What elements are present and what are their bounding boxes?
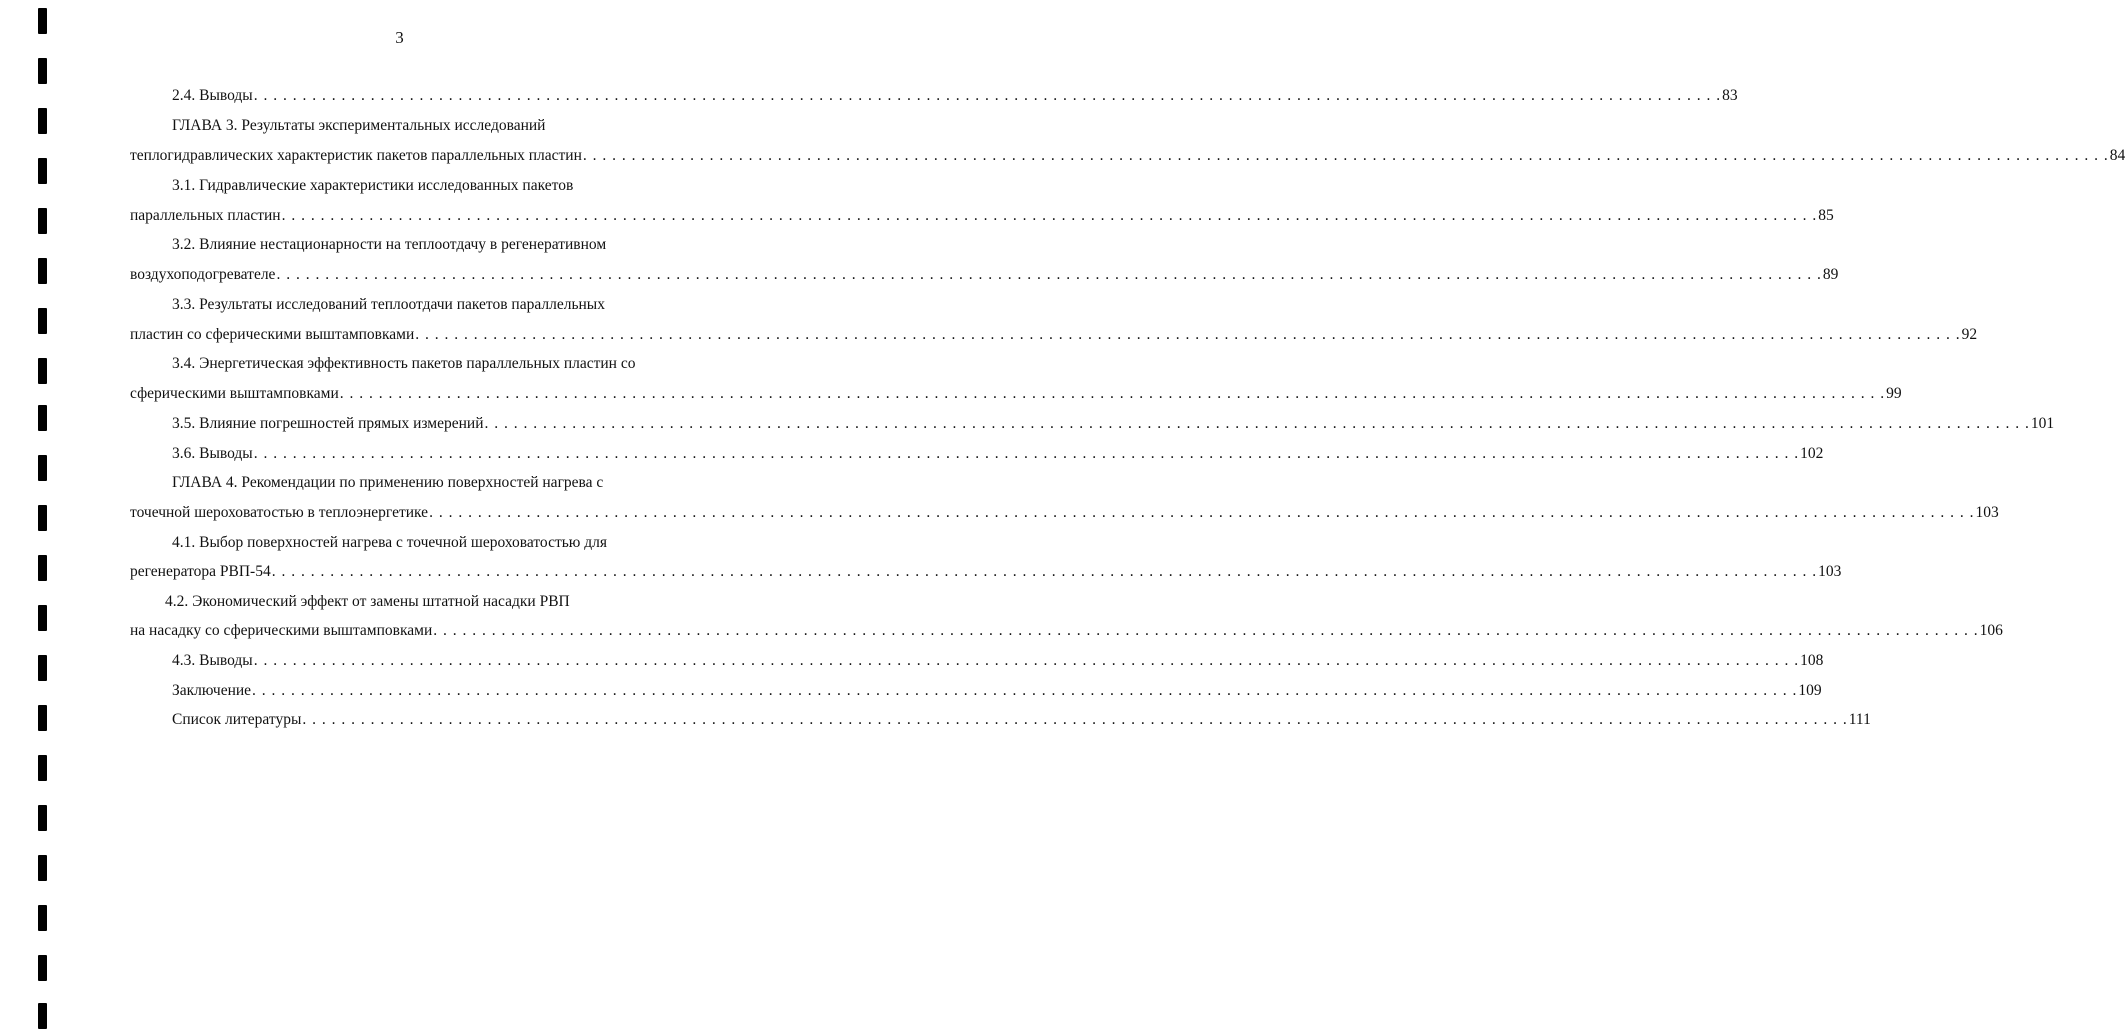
toc-entry-text: Заключение [172,682,252,699]
binder-mark [38,955,47,981]
toc-entry-text: 3.6. Выводы [172,445,253,462]
toc-entry-text: 3.5. Влияние погрешностей прямых измерений [172,415,484,432]
toc-entry-page: 109 [1798,682,1822,699]
toc-entry [130,146,2125,166]
toc-entry [172,473,603,493]
toc-entry [130,384,1902,404]
binder-mark [38,405,47,431]
toc-entry-text: воздухоподогревателе [130,266,276,283]
toc-entry-page: 106 [1979,622,2003,639]
toc-entry-text: 4.3. Выводы [172,652,253,669]
toc-entry [172,681,1822,701]
toc-entry-text: 3.3. Результаты исследований теплоотдачи пакетов параллельных [172,296,605,313]
toc-entry-text: теплогидравлических характеристик пакетов параллельных пластин [130,147,582,164]
toc-entry [165,592,570,612]
toc-entry [130,265,1839,285]
dot-leader: . . . . . . . . . . . . . . . . . . . . . . . . . . . . . . . . . . . . . . . . . . . . . . . . . . . . . . . . . . . . . . . . . . . . . . . . . . . . . . . . . . . . . . . . . . . . . . . . . . . . . . . . . . . . . . . . . . . . . . . . . . . . . . . . . . . . . . . . . . . . . . . . . . . . . . . . . . . . . . . [339,385,1886,402]
dot-leader: . . . . . . . . . . . . . . . . . . . . . . . . . . . . . . . . . . . . . . . . . . . . . . . . . . . . . . . . . . . . . . . . . . . . . . . . . . . . . . . . . . . . . . . . . . . . . . . . . . . . . . . . . . . . . . . . . . . . . . . . . . . . . . . . . . . . . . . . . . . . . . . . . . . . . . . . . . . . . [582,147,2109,164]
binder-mark [38,905,47,931]
dot-leader: . . . . . . . . . . . . . . . . . . . . . . . . . . . . . . . . . . . . . . . . . . . . . . . . . . . . . . . . . . . . . . . . . . . . . . . . . . . . . . . . . . . . . . . . . . . . . . . . . . . . . . . . . . . . . . . . . . . . . . . . . . . . . . . . . . . . . . . . . . . . . . . . . . . . . . . . . . . . . . . [253,445,1800,462]
toc-entry-page: 83 [1722,87,1738,104]
binder-mark [38,655,47,681]
toc-entry [172,414,2055,434]
page-number: 3 [395,28,404,47]
toc-entry-text: 3.4. Энергетическая эффективность пакетов параллельных пластин со [172,355,636,372]
dot-leader: . . . . . . . . . . . . . . . . . . . . . . . . . . . . . . . . . . . . . . . . . . . . . . . . . . . . . . . . . . . . . . . . . . . . . . . . . . . . . . . . . . . . . . . . . . . . . . . . . . . . . . . . . . . . . . . . . . . . . . . . . . . . . . . . . . . . . . . . . . . . . . . . . . . . . . . [253,87,1722,104]
toc-entry-text: ГЛАВА 3. Результаты экспериментальных исследований [172,117,546,134]
toc-entry-page: 84 [2109,147,2125,164]
toc-entry-page: 111 [1848,711,1871,728]
toc-entry-page: 89 [1822,266,1839,283]
dot-leader: . . . . . . . . . . . . . . . . . . . . . . . . . . . . . . . . . . . . . . . . . . . . . . . . . . . . . . . . . . . . . . . . . . . . . . . . . . . . . . . . . . . . . . . . . . . . . . . . . . . . . . . . . . . . . . . . . . . . . . . . . . . . . . . . . . . . . . . . . . . . . . . . . . . . . . . . . . . . . . [281,207,1818,224]
toc-entry [130,562,1842,582]
toc-entry-text: Список литературы [172,711,302,728]
toc-entry [172,354,635,374]
dot-leader: . . . . . . . . . . . . . . . . . . . . . . . . . . . . . . . . . . . . . . . . . . . . . . . . . . . . . . . . . . . . . . . . . . . . . . . . . . . . . . . . . . . . . . . . . . . . . . . . . . . . . . . . . . . . . . . . . . . . . . . . . . . . . . . . . . . . . . . . . . . . . . . . . . . . . . . . . . . . . . . [415,326,1961,343]
dot-leader: . . . . . . . . . . . . . . . . . . . . . . . . . . . . . . . . . . . . . . . . . . . . . . . . . . . . . . . . . . . . . . . . . . . . . . . . . . . . . . . . . . . . . . . . . . . . . . . . . . . . . . . . . . . . . . . . . . . . . . . . . . . . . . . . . . . . . . . . . . . . . . . . . . . . . . . . . . . . . . . [276,266,1822,283]
toc-entry-page: 92 [1961,326,1978,343]
toc-entry-text: 4.1. Выбор поверхностей нагрева с точечной шероховатостью для [172,534,607,551]
toc-entry-page: 99 [1886,385,1902,402]
dot-leader: . . . . . . . . . . . . . . . . . . . . . . . . . . . . . . . . . . . . . . . . . . . . . . . . . . . . . . . . . . . . . . . . . . . . . . . . . . . . . . . . . . . . . . . . . . . . . . . . . . . . . . . . . . . . . . . . . . . . . . . . . . . . . . . . . . . . . . . . . . . . . . . . . . . . . . . . . . . . . . . [429,504,1975,521]
binder-mark [38,755,47,781]
dot-leader: . . . . . . . . . . . . . . . . . . . . . . . . . . . . . . . . . . . . . . . . . . . . . . . . . . . . . . . . . . . . . . . . . . . . . . . . . . . . . . . . . . . . . . . . . . . . . . . . . . . . . . . . . . . . . . . . . . . . . . . . . . . . . . . . . . . . . . . . . . . . . . . . . . . . . . . . . . . . . . . [302,711,1848,728]
toc-entry-text: пластин со сферическими выштамповками [130,326,415,343]
binder-mark [38,308,47,334]
toc-entry-page: 103 [1975,504,1999,521]
toc-entry [172,533,607,553]
toc-entry-text: на насадку со сферическими выштамповками [130,622,433,639]
toc-entry-text: ГЛАВА 4. Рекомендации по применению поверхностей нагрева с [172,474,604,491]
toc-entry [172,295,605,315]
binder-mark [38,855,47,881]
toc-entry-page: 108 [1800,652,1824,669]
toc-entry [172,86,1738,106]
toc-entry-page: 85 [1818,207,1834,224]
toc-entry-text: 2.4. Выводы [172,87,253,104]
binder-mark [38,455,47,481]
toc-entry-page: 101 [2030,415,2055,432]
toc-entry [130,503,1999,523]
dot-leader: . . . . . . . . . . . . . . . . . . . . . . . . . . . . . . . . . . . . . . . . . . . . . . . . . . . . . . . . . . . . . . . . . . . . . . . . . . . . . . . . . . . . . . . . . . . . . . . . . . . . . . . . . . . . . . . . . . . . . . . . . . . . . . . . . . . . . . . . . . . . . . . . . . . . . . . . . . . . . . . [433,622,1979,639]
binder-mark [38,58,47,84]
binder-mark [38,208,47,234]
binder-mark [38,505,47,531]
toc-entry [130,206,1834,226]
binder-mark [38,358,47,384]
dot-leader: . . . . . . . . . . . . . . . . . . . . . . . . . . . . . . . . . . . . . . . . . . . . . . . . . . . . . . . . . . . . . . . . . . . . . . . . . . . . . . . . . . . . . . . . . . . . . . . . . . . . . . . . . . . . . . . . . . . . . . . . . . . . . . . . . . . . . . . . . . . . . . . . . . . . . . . . . . . . . . . [252,682,1798,699]
toc-entry-page: 102 [1800,445,1824,462]
toc-entry-text: точечной шероховатостью в теплоэнергетике [130,504,429,521]
toc-entry [130,325,1978,345]
toc-entry [172,444,1824,464]
binder-mark [38,805,47,831]
toc-entry [172,116,545,136]
toc-entry-text: регенератора РВП-54 [130,563,271,580]
toc-entry-text: сферическими выштамповками [130,385,339,402]
dot-leader: . . . . . . . . . . . . . . . . . . . . . . . . . . . . . . . . . . . . . . . . . . . . . . . . . . . . . . . . . . . . . . . . . . . . . . . . . . . . . . . . . . . . . . . . . . . . . . . . . . . . . . . . . . . . . . . . . . . . . . . . . . . . . . . . . . . . . . . . . . . . . . . . . . . . . . . . . . . . . . . [484,415,2030,432]
binder-mark [38,258,47,284]
binder-mark [38,108,47,134]
binder-mark [38,705,47,731]
toc-entry [172,176,573,196]
toc-entry [172,235,606,255]
toc-entry [130,621,2003,641]
toc-entry-text: 3.2. Влияние нестационарности на теплоотдачу в регенеративном [172,236,607,253]
binder-mark [38,158,47,184]
toc-entry-text: параллельных пластин [130,207,281,224]
toc-entry-text: 4.2. Экономический эффект от замены штатной насадки РВП [165,593,570,610]
binder-mark [38,555,47,581]
toc-entry [172,651,1824,671]
toc-entry-text: 3.1. Гидравлические характеристики исследованных пакетов [172,177,574,194]
dot-leader: . . . . . . . . . . . . . . . . . . . . . . . . . . . . . . . . . . . . . . . . . . . . . . . . . . . . . . . . . . . . . . . . . . . . . . . . . . . . . . . . . . . . . . . . . . . . . . . . . . . . . . . . . . . . . . . . . . . . . . . . . . . . . . . . . . . . . . . . . . . . . . . . . . . . . . . . . . . . . . . [253,652,1800,669]
toc-entry [172,710,1871,730]
binder-mark [38,605,47,631]
dot-leader: . . . . . . . . . . . . . . . . . . . . . . . . . . . . . . . . . . . . . . . . . . . . . . . . . . . . . . . . . . . . . . . . . . . . . . . . . . . . . . . . . . . . . . . . . . . . . . . . . . . . . . . . . . . . . . . . . . . . . . . . . . . . . . . . . . . . . . . . . . . . . . . . . . . . . . . . . . . . . . . [271,563,1818,580]
binder-mark [38,1003,47,1029]
toc-entry-page: 103 [1818,563,1842,580]
